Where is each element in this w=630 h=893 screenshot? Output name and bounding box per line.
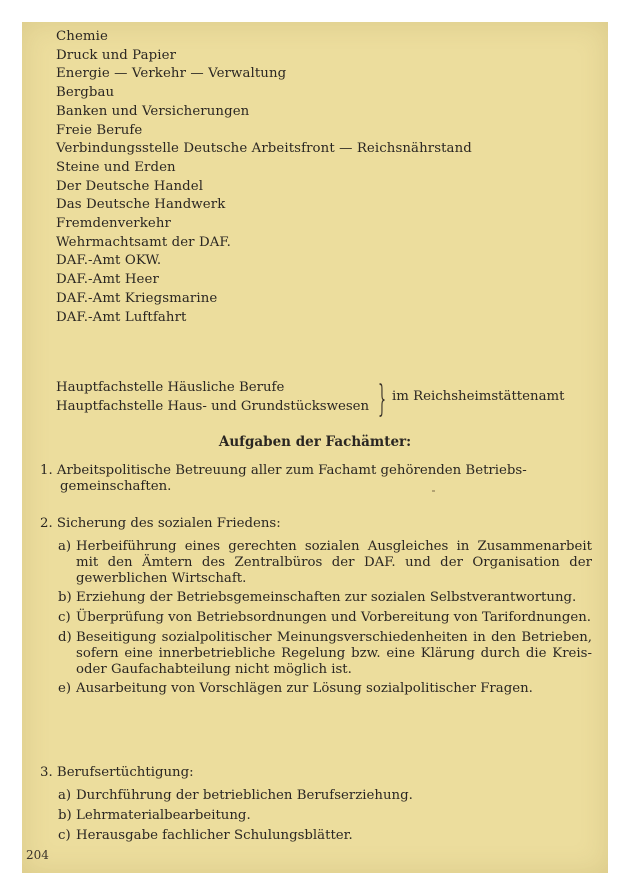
sub-item-text: Erziehung der Betriebsgemeinschaften zur sozialen Selbstverantwortung. <box>76 590 577 606</box>
list-item: DAF.-Amt Heer <box>56 272 159 288</box>
list-item: Druck und Papier <box>56 47 177 63</box>
list-item: Energie — Verkehr — Verwaltung <box>56 66 287 82</box>
section-3 <box>40 764 592 843</box>
list-item: Das Deutsche Handwerk <box>56 197 226 213</box>
sub-item-letter: e) <box>58 681 72 697</box>
list-item: Chemie <box>56 29 108 44</box>
list-item: Banken und Versicherungen <box>56 103 250 119</box>
sub-item <box>40 539 592 586</box>
list-item: Der Deutsche Handel <box>56 178 204 194</box>
sub-item-text: Ausarbeitung von Vorschlägen zur Lösung sozialpolitischer Fragen. <box>76 681 533 697</box>
list-item: Verbindungsstelle Deutsche Arbeitsfront — Reichsnährstand <box>56 141 472 157</box>
list-item: Steine und Erden <box>56 159 176 175</box>
book-page <box>22 22 608 873</box>
list-item: Hauptfachstelle Haus- und Grundstückswesen <box>56 398 370 414</box>
section-label: Berufsertüchtigung: <box>56 765 194 780</box>
list-item: Wehrmachtsamt der DAF. <box>56 234 232 250</box>
section-number: 3. <box>40 765 53 780</box>
sub-item <box>40 590 592 606</box>
list-item: DAF.-Amt OKW. <box>56 253 162 269</box>
sub-item-letter: c) <box>58 610 71 626</box>
page-number: 204 <box>26 848 49 862</box>
sub-item <box>40 610 592 626</box>
sub-item-letter: a) <box>58 788 72 803</box>
section-continuation: gemeinschaften. <box>60 479 172 494</box>
section-1 <box>40 462 592 495</box>
section-number: 1. <box>40 463 53 478</box>
brace-symbol: } <box>378 379 387 420</box>
section-number: 2. <box>40 516 53 531</box>
brace-group <box>56 379 369 416</box>
list-item: Hauptfachstelle Häusliche Berufe <box>56 380 285 395</box>
list-item: DAF.-Amt Kriegsmarine <box>56 290 218 306</box>
department-list <box>56 28 472 327</box>
section-label: Sicherung des sozialen Friedens: <box>56 516 281 531</box>
section-text <box>40 764 592 781</box>
sub-item-letter: d) <box>58 629 72 645</box>
sub-item <box>40 808 592 824</box>
sub-item-letter: b) <box>58 590 72 606</box>
sub-item-letter: a) <box>58 539 72 554</box>
sub-item-text: Herbeiführung eines gerechten sozialen Ausgleiches in Zusammenarbeit mit den Ämtern des Zentralbüros der DAF. und der Organisation der gewerblichen Wirtschaft. <box>76 539 592 586</box>
section-label: Arbeitspolitische Betreuung aller zum Fachamt gehörenden Betriebs- <box>56 463 527 478</box>
list-item: DAF.-Amt Luftfahrt <box>56 309 187 325</box>
list-item: Fremdenverkehr <box>56 216 171 232</box>
section-2 <box>40 515 592 697</box>
sub-item <box>40 630 592 677</box>
section-heading: Aufgaben der Fachämter: <box>218 434 412 450</box>
brace-label: im Reichsheimstättenamt <box>392 389 565 404</box>
sub-item-text: Überprüfung von Betriebsordnungen und Vorbereitung von Tarifordnungen. <box>76 610 592 626</box>
sub-item-text: Beseitigung sozialpolitischer Meinungsverschiedenheiten in den Betrieben, sofern eine innerbetriebliche Regelung bzw. eine Klärung durch die Kreis- oder Gaufachabteilung nicht möglich ist. <box>76 629 592 677</box>
sub-item-text: Lehrmaterialbearbeitung. <box>76 807 251 823</box>
sub-item-text: Durchführung der betrieblichen Berufserziehung. <box>76 788 413 803</box>
sub-item <box>40 828 592 844</box>
sub-item-letter: b) <box>58 807 72 823</box>
sub-item <box>40 788 592 804</box>
sub-item-letter: c) <box>58 827 71 843</box>
list-item: Freie Berufe <box>56 122 143 138</box>
section-text <box>40 462 592 479</box>
section-text <box>40 515 592 532</box>
sub-item <box>40 681 592 697</box>
list-item: Bergbau <box>56 85 115 101</box>
sub-item-text: Herausgabe fachlicher Schulungsblätter. <box>76 827 353 843</box>
